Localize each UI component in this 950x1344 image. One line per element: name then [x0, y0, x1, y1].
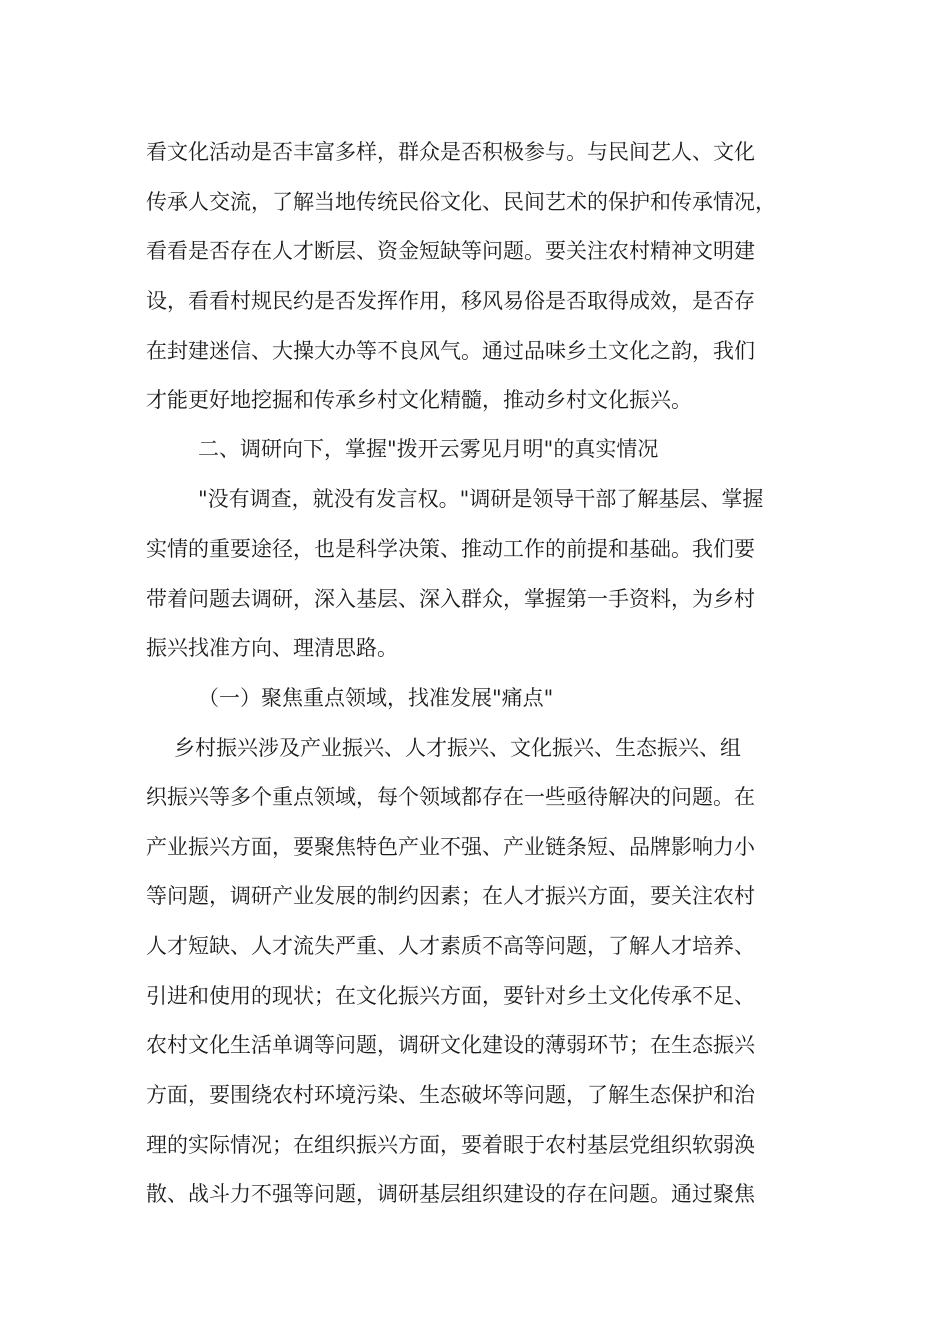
text-line: 引进和使用的现状；在文化振兴方面，要针对乡土文化传承不足、 — [146, 984, 755, 1008]
text-line: 带着问题去调研，深入基层、深入群众，掌握第一手资料，为乡村 — [146, 587, 755, 611]
text-line: 理的实际情况；在组织振兴方面，要着眼于农村基层党组织软弱涣 — [146, 1133, 755, 1157]
text-line: 人才短缺、人才流失严重、人才素质不高等问题，了解人才培养、 — [146, 934, 755, 958]
text-line: 设，看看村规民约是否发挥作用，移风易俗是否取得成效，是否存 — [146, 289, 755, 313]
text-line: 传承人交流，了解当地传统民俗文化、民间艺术的保护和传承情况， — [146, 190, 776, 214]
text-line: 方面，要围绕农村环境污染、生态破坏等问题，了解生态保护和治 — [146, 1083, 755, 1107]
text-line: 振兴找准方向、理清思路。 — [146, 636, 398, 660]
text-line: 农村文化生活单调等问题，调研文化建设的薄弱环节；在生态振兴 — [146, 1033, 755, 1057]
text-line: 产业振兴方面，要聚焦特色产业不强、产业链条短、品牌影响力小 — [146, 835, 755, 859]
paragraph-first-line: 乡村振兴涉及产业振兴、人才振兴、文化振兴、生态振兴、组 — [174, 736, 741, 760]
text-line: 散、战斗力不强等问题，调研基层组织建设的存在问题。通过聚焦 — [146, 1182, 755, 1206]
text-line: 看文化活动是否丰富多样，群众是否积极参与。与民间艺人、文化 — [146, 140, 755, 164]
text-line: 才能更好地挖掘和传承乡村文化精髓，推动乡村文化振兴。 — [146, 388, 692, 412]
text-line: 等问题，调研产业发展的制约因素；在人才振兴方面，要关注农村 — [146, 884, 755, 908]
subsection-heading: （一）聚焦重点领域，找准发展"痛点" — [198, 686, 554, 710]
section-heading: 二、调研向下，掌握"拨开云雾见月明"的真实情况 — [198, 437, 659, 461]
text-line: 在封建迷信、大操大办等不良风气。通过品味乡土文化之韵，我们 — [146, 339, 755, 363]
text-line: 织振兴等多个重点领域，每个领域都存在一些亟待解决的问题。在 — [146, 785, 755, 809]
text-line: 实情的重要途径，也是科学决策、推动工作的前提和基础。我们要 — [146, 537, 755, 561]
text-line: 看看是否存在人才断层、资金短缺等问题。要关注农村精神文明建 — [146, 239, 755, 263]
paragraph-first-line: "没有调查，就没有发言权。"调研是领导干部了解基层、掌握 — [198, 487, 764, 511]
